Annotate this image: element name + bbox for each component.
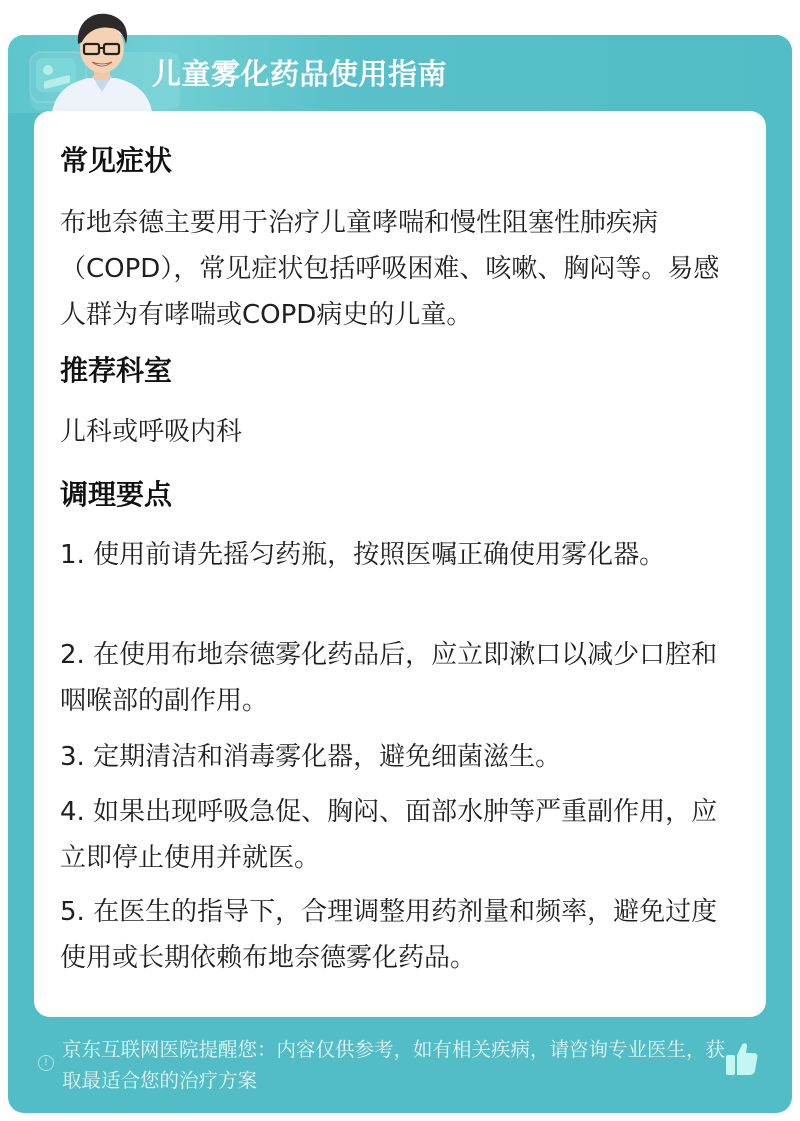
section-text-department: 儿科或呼吸内科 — [60, 417, 243, 447]
section-text-symptoms: 布地奈德主要用于治疗儿童哮喘和慢性阻塞性肺疾病（COPD），常见症状包括呼吸困难、咳嗽、胸闷等。易感人群为有哮喘或COPD病史的儿童。 — [60, 208, 720, 330]
thumbs-up-icon[interactable] — [726, 1041, 758, 1075]
content-card — [34, 111, 766, 1017]
care-tip-item: 2. 在使用布地奈德雾化药品后，应立即漱口以减少口腔和咽喉部的副作用。 — [60, 640, 718, 716]
disclaimer-text: 京东互联网医院提醒您：内容仅供参考，如有相关疾病，请咨询专业医生，获取最适合您的治疗方案 — [62, 1038, 726, 1092]
info-circle-icon: ! — [38, 1055, 54, 1071]
section-heading-symptoms: 常见症状 — [60, 144, 173, 177]
care-tip-item: 4. 如果出现呼吸急促、胸闷、面部水肿等严重副作用，应立即停止使用并就医。 — [60, 797, 718, 873]
section-heading-care-tips: 调理要点 — [60, 478, 173, 511]
doctor-avatar — [48, 8, 156, 112]
page-title: 儿童雾化药品使用指南 — [152, 57, 448, 91]
section-heading-department: 推荐科室 — [60, 354, 173, 387]
care-tip-item: 1. 使用前请先摇匀药瓶，按照医嘱正确使用雾化器。 — [60, 540, 666, 570]
care-tip-item: 5. 在医生的指导下，合理调整用药剂量和频率，避免过度使用或长期依赖布地奈德雾化药品。 — [60, 897, 718, 973]
care-tip-item: 3. 定期清洁和消毒雾化器，避免细菌滋生。 — [60, 742, 562, 772]
